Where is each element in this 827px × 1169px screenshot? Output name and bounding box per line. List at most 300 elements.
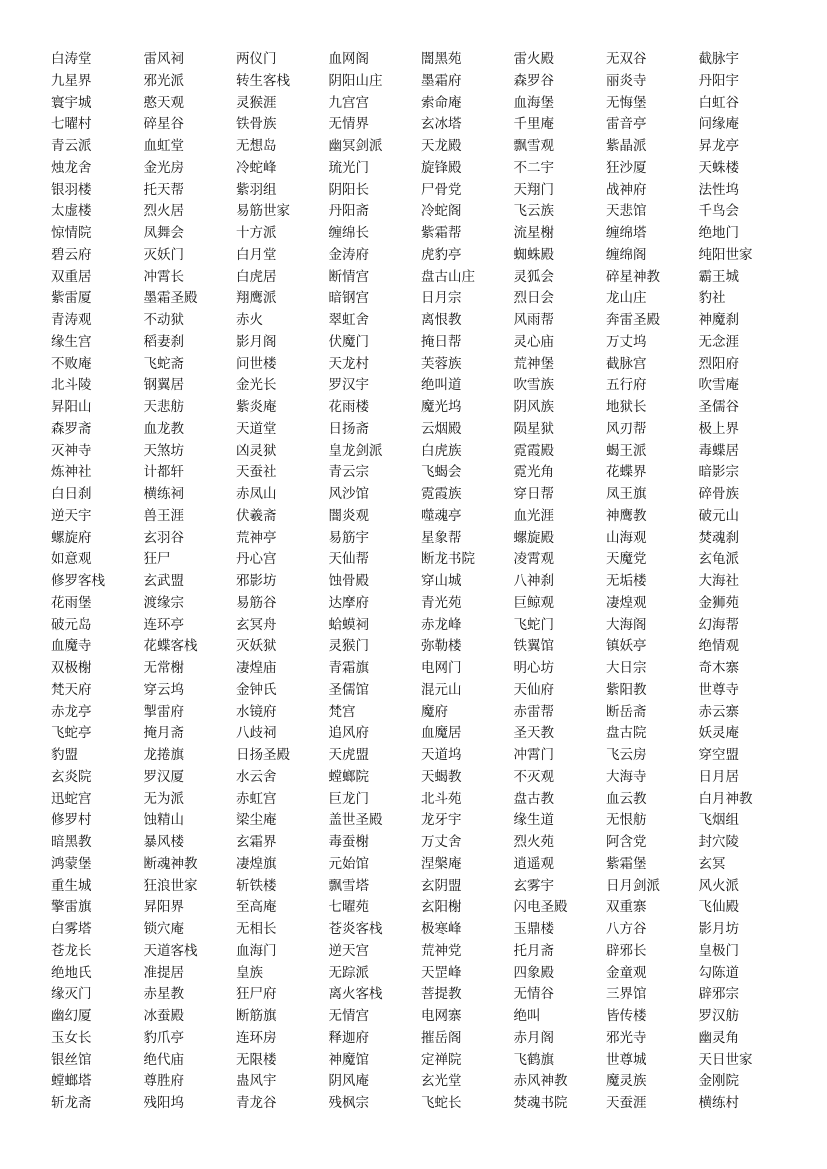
grid-cell: 荒神亭 <box>236 529 277 546</box>
grid-cell: 问世楼 <box>236 355 277 372</box>
grid-cell: 烈火苑 <box>513 834 554 850</box>
grid-cell: 斩铁楼 <box>236 877 277 894</box>
grid-cell: 玉鼎楼 <box>513 921 554 937</box>
grid-cell: 赤风神教 <box>513 1073 568 1090</box>
grid-cell: 巨龙门 <box>328 790 369 807</box>
grid-cell: 穿空盟 <box>698 747 739 763</box>
grid-cell: 暗影宗 <box>698 464 739 481</box>
grid-cell: 如意观 <box>51 551 92 568</box>
grid-cell: 圣儒馆 <box>328 681 369 698</box>
grid-cell: 天蚕社 <box>236 464 277 481</box>
grid-cell: 天仙府 <box>513 681 554 698</box>
grid-cell: 盘古教 <box>513 790 554 807</box>
grid-cell: 血龙教 <box>143 420 184 437</box>
grid-cell: 飞蝎会 <box>421 464 462 481</box>
grid-cell: 托天帮 <box>143 181 184 198</box>
grid-cell: 大海阁 <box>606 616 647 633</box>
grid-cell: 四象殿 <box>513 964 554 981</box>
grid-cell: 玄阳榭 <box>421 899 462 916</box>
grid-cell: 七曜苑 <box>328 899 369 916</box>
grid-cell: 血网阁 <box>328 51 369 67</box>
grid-cell: 铁骨族 <box>236 116 277 133</box>
grid-cell: 掩月斋 <box>143 725 184 742</box>
grid-row <box>51 71 791 93</box>
grid-cell: 双重居 <box>51 268 92 285</box>
grid-cell: 白涛堂 <box>51 51 92 67</box>
grid-cell: 霓霞族 <box>421 486 462 502</box>
grid-cell: 穿云坞 <box>143 681 184 698</box>
grid-row <box>51 984 791 1006</box>
grid-cell: 阴阳长 <box>328 181 369 198</box>
grid-cell: 不灭观 <box>513 768 554 785</box>
grid-cell: 豹爪亭 <box>143 1029 184 1046</box>
grid-cell: 北斗陵 <box>51 377 92 394</box>
grid-cell: 八方谷 <box>606 921 647 937</box>
grid-cell: 绝地氏 <box>51 964 92 981</box>
grid-cell: 缘生宫 <box>51 333 92 350</box>
grid-cell: 金童观 <box>606 964 647 981</box>
grid-cell: 世尊寺 <box>698 681 739 698</box>
grid-cell: 荒神党 <box>421 942 462 959</box>
grid-cell: 暴风楼 <box>143 834 184 850</box>
grid-cell: 水镜府 <box>236 703 277 720</box>
grid-row <box>51 180 791 202</box>
grid-cell: 罗汉宇 <box>328 377 369 394</box>
grid-cell: 托月斋 <box>513 942 554 959</box>
grid-cell: 阿含党 <box>606 834 647 850</box>
grid-cell: 青涛观 <box>51 312 92 328</box>
grid-cell: 金涛府 <box>328 246 369 263</box>
grid-cell: 天龙殿 <box>421 138 462 154</box>
grid-row <box>51 767 791 789</box>
grid-cell: 血虹堂 <box>143 138 184 154</box>
grid-cell: 万丈坞 <box>606 333 647 350</box>
grid-cell: 战神府 <box>606 181 647 198</box>
grid-cell: 尸骨党 <box>421 181 462 198</box>
grid-cell: 北斗苑 <box>421 790 462 807</box>
grid-cell: 不败庵 <box>51 355 92 372</box>
grid-cell: 镇妖亭 <box>606 638 647 655</box>
grid-cell: 天道客栈 <box>143 942 198 959</box>
grid-row <box>51 832 791 854</box>
grid-cell: 碧云府 <box>51 246 92 263</box>
grid-cell: 冲霄门 <box>513 747 554 763</box>
grid-cell: 斩龙斋 <box>51 1095 92 1111</box>
grid-cell: 天蚕涯 <box>606 1095 647 1111</box>
grid-cell: 白虎族 <box>421 442 462 459</box>
grid-cell: 雷音亭 <box>606 116 647 133</box>
grid-cell: 荒神堡 <box>513 355 554 372</box>
grid-cell: 穿山城 <box>421 573 462 589</box>
grid-cell: 无想岛 <box>236 138 277 154</box>
grid-cell: 风火派 <box>698 877 739 894</box>
grid-cell: 大日宗 <box>606 660 647 676</box>
grid-cell: 血云教 <box>606 790 647 807</box>
grid-cell: 涅槃庵 <box>421 855 462 872</box>
grid-cell: 铁翼馆 <box>513 638 554 655</box>
grid-cell: 白雾塔 <box>51 921 92 937</box>
grid-cell: 邪光寺 <box>606 1029 647 1046</box>
grid-cell: 幽冥剑派 <box>328 138 383 154</box>
grid-cell: 灭神寺 <box>51 442 92 459</box>
grid-cell: 皇极门 <box>698 942 739 959</box>
grid-cell: 连环房 <box>236 1029 277 1046</box>
grid-cell: 日扬圣殿 <box>236 747 290 763</box>
grid-cell: 花雨楼 <box>328 399 369 415</box>
grid-cell: 蚀骨殿 <box>328 573 369 589</box>
grid-cell: 灵心庙 <box>513 333 554 350</box>
grid-cell: 豹社 <box>698 290 726 307</box>
grid-cell: 血海门 <box>236 942 277 959</box>
grid-cell: 赤云寨 <box>698 703 739 720</box>
grid-cell: 鸿蒙堡 <box>51 855 92 872</box>
grid-cell: 横练祠 <box>143 486 184 502</box>
grid-cell: 凄煌庙 <box>236 660 277 676</box>
grid-cell: 血光涯 <box>513 507 554 524</box>
grid-cell: 天道堂 <box>236 420 277 437</box>
grid-cell: 千里庵 <box>513 116 554 133</box>
grid-cell: 白虹谷 <box>698 94 739 111</box>
grid-cell: 昇龙亭 <box>698 138 739 154</box>
grid-cell: 不二宇 <box>513 159 554 176</box>
grid-cell: 蝎王派 <box>606 442 647 459</box>
grid-cell: 无双谷 <box>606 51 647 67</box>
grid-cell: 山海观 <box>606 529 647 546</box>
grid-cell: 琉光门 <box>328 159 369 176</box>
grid-cell: 缘灭门 <box>51 986 92 1003</box>
grid-cell: 炼神社 <box>51 464 92 481</box>
grid-cell: 魔灵族 <box>606 1073 647 1090</box>
grid-cell: 盘古山庄 <box>421 268 475 285</box>
grid-row <box>51 310 791 332</box>
grid-row <box>51 941 791 963</box>
grid-cell: 缠绵阁 <box>606 246 647 263</box>
grid-cell: 金狮苑 <box>698 594 739 611</box>
grid-cell: 兽王涯 <box>143 507 184 524</box>
grid-cell: 七曜村 <box>51 116 92 133</box>
grid-cell: 天煞坊 <box>143 442 184 459</box>
grid-cell: 妖灵庵 <box>698 725 739 742</box>
grid-row <box>51 1006 791 1028</box>
grid-cell: 天罡峰 <box>421 964 462 981</box>
grid-cell: 离火客栈 <box>328 986 383 1003</box>
grid-cell: 破元山 <box>698 507 739 524</box>
grid-cell: 灵狐会 <box>513 268 554 285</box>
grid-cell: 双极榭 <box>51 660 92 676</box>
grid-cell: 神魔馆 <box>328 1051 369 1068</box>
grid-cell: 日月居 <box>698 768 739 785</box>
grid-cell: 皇龙剑派 <box>328 442 383 459</box>
grid-row <box>51 441 791 463</box>
grid-cell: 蚀精山 <box>143 812 184 829</box>
grid-cell: 凄煌观 <box>606 594 647 611</box>
grid-cell: 蛊风宇 <box>236 1073 277 1090</box>
grid-cell: 封穴陵 <box>698 834 739 850</box>
grid-cell: 勾陈道 <box>698 964 739 981</box>
grid-cell: 逆天宫 <box>328 942 369 959</box>
grid-cell: 霸王城 <box>698 268 739 285</box>
grid-cell: 玄冥舟 <box>236 616 277 633</box>
grid-cell: 奇木寨 <box>698 660 739 676</box>
grid-cell: 玄炎院 <box>51 768 92 785</box>
grid-cell: 纯阳世家 <box>698 246 753 263</box>
grid-cell: 缠绵塔 <box>606 225 647 241</box>
grid-cell: 风刃帮 <box>606 420 647 437</box>
grid-cell: 易筋谷 <box>236 594 277 611</box>
grid-cell: 赤凤山 <box>236 486 277 502</box>
grid-cell: 赤雷帮 <box>513 703 554 720</box>
grid-cell: 摧岳阁 <box>421 1029 462 1046</box>
grid-cell: 水云舍 <box>236 768 277 785</box>
grid-cell: 八神刹 <box>513 573 554 589</box>
grid-cell: 无相长 <box>236 921 277 937</box>
grid-cell: 电网门 <box>421 660 462 676</box>
grid-cell: 墨霜府 <box>421 72 462 89</box>
grid-row <box>51 136 791 158</box>
grid-cell: 焚魂书院 <box>513 1095 568 1111</box>
grid-row <box>51 462 791 484</box>
grid-cell: 钢翼居 <box>143 377 184 394</box>
grid-row <box>51 375 791 397</box>
grid-cell: 苍龙长 <box>51 942 92 959</box>
grid-cell: 玄龟派 <box>698 551 739 568</box>
grid-row <box>51 528 791 550</box>
grid-cell: 奔雷圣殿 <box>606 312 660 328</box>
grid-cell: 吹雪族 <box>513 377 554 394</box>
grid-row <box>51 789 791 811</box>
grid-cell: 玉女长 <box>51 1029 92 1046</box>
grid-cell: 断情宫 <box>328 268 369 285</box>
grid-cell: 天日世家 <box>698 1051 753 1068</box>
grid-cell: 螳螂塔 <box>51 1073 92 1090</box>
grid-cell: 截脉宇 <box>698 51 739 67</box>
grid-row <box>51 1093 791 1115</box>
grid-cell: 天虎盟 <box>328 747 369 763</box>
grid-cell: 残枫宗 <box>328 1095 369 1111</box>
grid-cell: 电网寨 <box>421 1008 462 1024</box>
grid-cell: 魔光坞 <box>421 399 462 415</box>
grid-row <box>51 854 791 876</box>
grid-cell: 无垢楼 <box>606 573 647 589</box>
grid-row <box>51 593 791 615</box>
grid-cell: 飘雪塔 <box>328 877 369 894</box>
grid-cell: 霓光角 <box>513 464 554 481</box>
grid-cell: 伏魔门 <box>328 333 369 350</box>
grid-cell: 神魔刹 <box>698 312 739 328</box>
grid-cell: 截脉宫 <box>606 355 647 372</box>
grid-cell: 飞蛇长 <box>421 1095 462 1111</box>
grid-cell: 螺旋府 <box>51 529 92 546</box>
grid-cell: 青霜旗 <box>328 660 369 676</box>
grid-cell: 狂浪世家 <box>143 877 198 894</box>
grid-cell: 白日刹 <box>51 486 92 502</box>
grid-cell: 擎雷旗 <box>51 899 92 916</box>
grid-cell: 冷蛇阁 <box>421 203 462 220</box>
grid-cell: 憨天观 <box>143 94 184 111</box>
grid-cell: 修罗村 <box>51 812 92 829</box>
grid-cell: 无为派 <box>143 790 184 807</box>
grid-cell: 赤月阁 <box>513 1029 554 1046</box>
grid-row <box>51 267 791 289</box>
grid-cell: 冰蚕殿 <box>143 1008 184 1024</box>
grid-cell: 紫雷厦 <box>51 290 92 307</box>
grid-cell: 十方派 <box>236 225 277 241</box>
grid-cell: 大海寺 <box>606 768 647 785</box>
grid-row <box>51 1050 791 1072</box>
grid-cell: 断岳斋 <box>606 703 647 720</box>
grid-row <box>51 636 791 658</box>
grid-cell: 释迦府 <box>328 1029 369 1046</box>
grid-cell: 冲霄长 <box>143 268 184 285</box>
grid-cell: 圣儒谷 <box>698 399 739 415</box>
grid-cell: 法性坞 <box>698 181 739 198</box>
grid-cell: 紫霜帮 <box>421 225 462 241</box>
grid-row <box>51 702 791 724</box>
grid-cell: 旋锋殿 <box>421 159 462 176</box>
grid-cell: 准提居 <box>143 964 184 981</box>
grid-cell: 飞蛇斋 <box>143 355 184 372</box>
grid-cell: 阴阳山庄 <box>328 72 383 89</box>
grid-cell: 凄煌旗 <box>236 855 277 872</box>
grid-cell: 逍遥观 <box>513 855 554 872</box>
grid-cell: 天翔门 <box>513 181 554 198</box>
grid-row <box>51 1071 791 1093</box>
grid-cell: 达摩府 <box>328 594 369 611</box>
grid-cell: 暗钢宫 <box>328 290 369 307</box>
grid-cell: 闇黑苑 <box>421 51 462 67</box>
grid-cell: 玄阴盟 <box>421 877 462 894</box>
grid-cell: 风沙馆 <box>328 486 369 502</box>
grid-cell: 丹阳斋 <box>328 203 369 220</box>
grid-cell: 烈日会 <box>513 290 554 307</box>
grid-cell: 罗汉厦 <box>143 768 184 785</box>
grid-cell: 青龙谷 <box>236 1095 277 1111</box>
grid-cell: 无限楼 <box>236 1051 277 1068</box>
grid-cell: 玄羽谷 <box>143 529 184 546</box>
grid-cell: 圣天教 <box>513 725 554 742</box>
grid-cell: 紫晶派 <box>606 138 647 154</box>
grid-cell: 影月坊 <box>698 921 739 937</box>
grid-row <box>51 745 791 767</box>
grid-row <box>51 288 791 310</box>
grid-cell: 残阳坞 <box>143 1095 184 1111</box>
grid-cell: 缠绵长 <box>328 225 369 241</box>
grid-row <box>51 1028 791 1050</box>
grid-cell: 阴风族 <box>513 399 554 415</box>
grid-cell: 飞云房 <box>606 747 647 763</box>
grid-cell: 天仙帮 <box>328 551 369 568</box>
grid-cell: 灭妖狱 <box>236 638 277 655</box>
grid-cell: 天蝎教 <box>421 768 462 785</box>
grid-row <box>51 658 791 680</box>
grid-cell: 烈阳府 <box>698 355 739 372</box>
grid-cell: 世尊城 <box>606 1051 647 1068</box>
grid-cell: 金钟氏 <box>236 681 277 698</box>
grid-cell: 地狱长 <box>606 399 647 415</box>
grid-cell: 噬魂亭 <box>421 507 462 524</box>
grid-row <box>51 245 791 267</box>
grid-cell: 无情界 <box>328 116 369 133</box>
grid-row <box>51 93 791 115</box>
grid-cell: 惊情院 <box>51 225 92 241</box>
grid-cell: 金光长 <box>236 377 277 394</box>
name-list-grid <box>51 49 791 1115</box>
grid-cell: 金光房 <box>143 159 184 176</box>
grid-cell: 极上界 <box>698 420 739 437</box>
grid-cell: 螳螂院 <box>328 768 369 785</box>
grid-cell: 索命庵 <box>421 94 462 111</box>
grid-cell: 花雨堡 <box>51 594 92 611</box>
grid-cell: 天蛛楼 <box>698 159 739 176</box>
grid-cell: 陨星狱 <box>513 420 554 437</box>
grid-cell: 赤虹宫 <box>236 790 277 807</box>
grid-row <box>51 397 791 419</box>
grid-cell: 龙山庄 <box>606 290 647 307</box>
grid-cell: 幽幻厦 <box>51 1008 92 1024</box>
grid-row <box>51 919 791 941</box>
grid-cell: 极寒峰 <box>421 921 462 937</box>
grid-cell: 无常榭 <box>143 660 184 676</box>
grid-row <box>51 419 791 441</box>
grid-cell: 丹心宫 <box>236 551 277 568</box>
grid-cell: 九星界 <box>51 72 92 89</box>
grid-cell: 梵宫 <box>328 703 356 720</box>
grid-row <box>51 723 791 745</box>
grid-cell: 狂尸 <box>143 551 171 568</box>
grid-cell: 森罗谷 <box>513 72 554 89</box>
grid-cell: 飞云族 <box>513 203 554 220</box>
grid-cell: 转生客栈 <box>236 72 290 89</box>
grid-cell: 霓霞殿 <box>513 442 554 459</box>
grid-cell: 掣雷府 <box>143 703 184 720</box>
grid-cell: 日扬斋 <box>328 420 369 437</box>
grid-cell: 飞烟组 <box>698 812 739 829</box>
grid-cell: 飞蛇亭 <box>51 725 92 742</box>
grid-cell: 玄冰塔 <box>421 116 462 133</box>
grid-cell: 无念涯 <box>698 333 739 350</box>
grid-cell: 皆传楼 <box>606 1008 647 1024</box>
grid-cell: 不动狱 <box>143 312 184 328</box>
grid-cell: 银羽楼 <box>51 181 92 198</box>
grid-cell: 蜘蛛殿 <box>513 246 554 263</box>
grid-cell: 虎豹亭 <box>421 246 462 263</box>
grid-cell: 玄光堂 <box>421 1073 462 1090</box>
grid-cell: 渡缘宗 <box>143 594 184 611</box>
grid-cell: 无情谷 <box>513 986 554 1003</box>
grid-cell: 苍炎客栈 <box>328 921 383 937</box>
grid-cell: 至高庵 <box>236 899 277 916</box>
grid-cell: 云烟殿 <box>421 420 462 437</box>
grid-row <box>51 484 791 506</box>
grid-cell: 碎骨族 <box>698 486 739 502</box>
grid-row <box>51 810 791 832</box>
grid-cell: 飞蛇门 <box>513 616 554 633</box>
grid-cell: 烛龙舍 <box>51 159 92 176</box>
grid-cell: 暗黑教 <box>51 834 92 850</box>
grid-cell: 青光苑 <box>421 594 462 611</box>
grid-cell: 毒蝶居 <box>698 442 739 459</box>
grid-cell: 迅蛇宫 <box>51 790 92 807</box>
grid-cell: 吹雪庵 <box>698 377 739 394</box>
grid-cell: 无恨舫 <box>606 812 647 829</box>
grid-cell: 计都轩 <box>143 464 184 481</box>
grid-cell: 追风府 <box>328 725 369 742</box>
grid-cell: 流星榭 <box>513 225 554 241</box>
grid-cell: 巨鲸观 <box>513 594 554 611</box>
grid-cell: 星象帮 <box>421 529 462 546</box>
grid-cell: 血魔寺 <box>51 638 92 655</box>
grid-cell: 断魂神教 <box>143 855 198 872</box>
